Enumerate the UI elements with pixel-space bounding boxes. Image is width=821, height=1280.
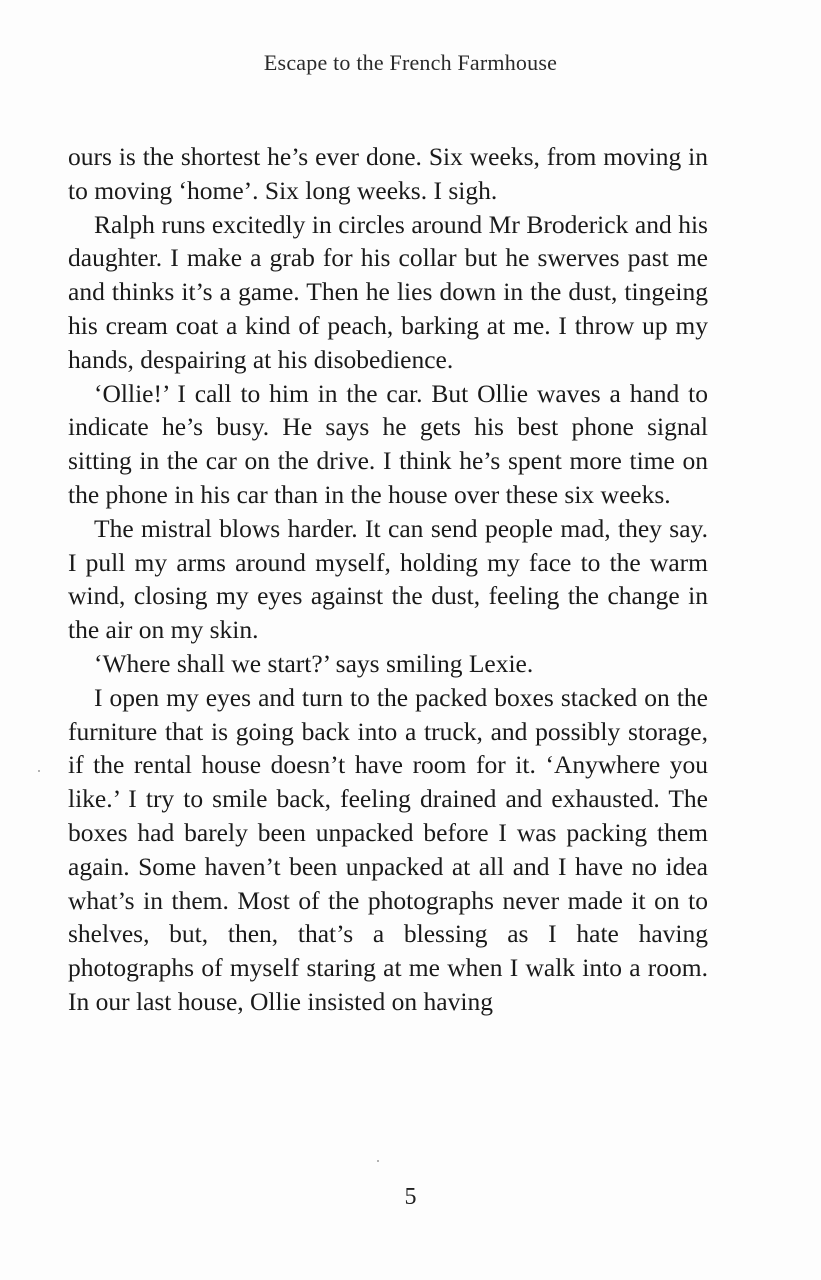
page-number: 5 [404,1184,417,1210]
running-head-title: Escape to the French Farmhouse [263,50,558,75]
paper-speck [377,1160,379,1162]
paragraph-boxes: I open my eyes and turn to the packed boxes stacked on the furniture that is going back into a truck, and possibly storage, if the rental house doesn’t have room for it. ‘Anywhere you like.’ I try to smile back, feeling drained and exhausted. The boxes had barely been unpacked before I was packing them again. Some haven’t been unpacked at all and I have no idea what’s in them. Most of the photographs never made it on to shelves, but, then, that’s a blessing as I hate having photographs of myself staring at me when I walk into a room. In our last house, Ollie insisted on having [68,682,708,1016]
paragraph-continuation: ours is the shortest he’s ever done. Six weeks, from moving in to moving ‘home’. Six long weeks. I sigh. [68,142,708,205]
paragraph-ralph: Ralph runs excitedly in circles around Mr Broderick and his daughter. I make a grab for his collar but he swerves past me and thinks it’s a game. Then he lies down in the dust, tingeing his cream coat a kind of peach, barking at me. I throw up my hands, despairing at his disobedience. [68,209,708,374]
paragraph-ollie: ‘Ollie!’ I call to him in the car. But Ollie waves a hand to indicate he’s busy. He says he gets his best phone signal sitting in the car on the drive. I think he’s spent more time on the phone in his car than in the house over these six weeks. [68,378,708,509]
paper-speck [38,770,40,772]
body-text [68,140,708,1019]
paragraph-lexie: ‘Where shall we start?’ says smiling Lexie. [94,648,534,678]
paragraph-mistral: The mistral blows harder. It can send people mad, they say. I pull my arms around myself, holding my face to the warm wind, closing my eyes against the dust, feeling the change in the air on my skin. [68,513,708,645]
